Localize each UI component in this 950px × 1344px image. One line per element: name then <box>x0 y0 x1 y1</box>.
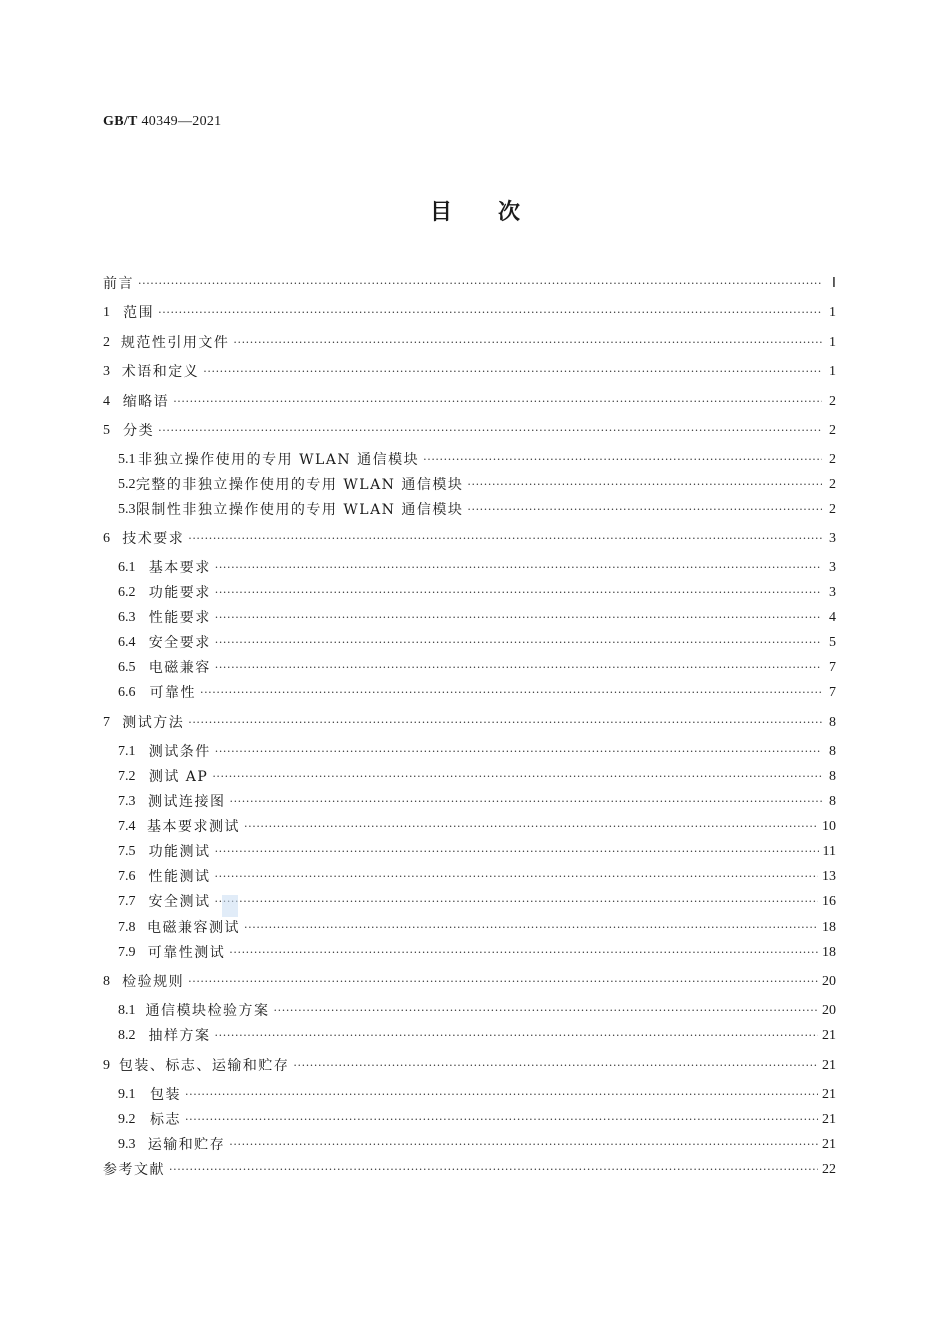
toc-entry-label: 包装、标志、运输和贮存 <box>118 1058 290 1074</box>
toc-entry-number: 6.6 <box>118 685 136 700</box>
toc-entry-number: 7.7 <box>118 894 136 909</box>
toc-dot-leader <box>188 712 822 734</box>
toc-dot-leader <box>229 942 818 964</box>
toc-dot-leader <box>423 449 822 471</box>
toc-entry-number: 6.1 <box>118 560 136 575</box>
page-title: 目次 <box>429 200 566 225</box>
toc-entry-page: 21 <box>822 1058 836 1073</box>
toc-entry[interactable] <box>118 791 836 813</box>
standard-number: 40349—2021 <box>141 114 222 129</box>
toc-entry-label: 参考文献 <box>103 1162 165 1178</box>
toc-entry-label: 测试 AP <box>148 769 209 785</box>
toc-entry-page: 16 <box>822 894 836 909</box>
toc-dot-leader <box>203 361 822 383</box>
toc-entry-page: 21 <box>822 1137 836 1152</box>
toc-dot-leader <box>244 816 818 838</box>
toc-entry-page: 18 <box>822 945 836 960</box>
toc-entry-page: 2 <box>829 423 836 438</box>
toc-entry-number: 6.3 <box>118 610 136 625</box>
toc-dot-leader <box>185 1084 818 1106</box>
toc-dot-leader <box>158 420 822 442</box>
toc-entry[interactable] <box>118 682 836 704</box>
toc-entry-page: 13 <box>822 869 836 884</box>
toc-dot-leader <box>467 499 822 521</box>
toc-entry[interactable] <box>103 361 836 383</box>
toc-dot-leader <box>215 607 822 629</box>
toc-entry[interactable] <box>103 1159 836 1181</box>
toc-dot-leader <box>244 917 818 939</box>
toc-entry-number: 6.2 <box>118 585 136 600</box>
toc-entry-number: 6 <box>103 531 110 546</box>
toc-entry[interactable] <box>103 971 836 993</box>
toc-dot-leader <box>138 273 822 295</box>
toc-dot-leader <box>215 841 819 863</box>
toc-dot-leader <box>215 657 822 679</box>
toc-entry-number: 7.1 <box>118 744 136 759</box>
standard-code <box>103 114 221 130</box>
toc-entry-number: 9.3 <box>118 1137 136 1152</box>
toc-entry[interactable] <box>103 528 836 550</box>
toc-entry-number: 8.2 <box>118 1028 136 1043</box>
toc-entry-label: 限制性非独立操作使用的专用 WLAN 通信模块 <box>135 502 464 518</box>
toc-entry-page: 7 <box>829 685 836 700</box>
toc-entry-number: 8.1 <box>118 1003 136 1018</box>
toc-entry-number: 9.2 <box>118 1112 136 1127</box>
toc-entry-label: 可靠性测试 <box>147 945 226 961</box>
toc-entry-number: 7.9 <box>118 945 136 960</box>
toc-entry-page: 1 <box>829 364 836 379</box>
toc-dot-leader <box>188 528 822 550</box>
toc-dot-leader <box>215 891 818 913</box>
toc-entry[interactable] <box>118 866 836 888</box>
toc-entry[interactable] <box>118 499 836 521</box>
toc-dot-leader <box>467 474 822 496</box>
toc-dot-leader <box>215 741 822 763</box>
toc-entry[interactable] <box>118 841 836 863</box>
toc-entry[interactable] <box>118 607 836 629</box>
toc-entry[interactable] <box>103 332 836 354</box>
toc-entry-number: 6.4 <box>118 635 136 650</box>
toc-entry-number: 7.6 <box>118 869 136 884</box>
toc-entry-number: 5.1 <box>118 452 136 467</box>
selection-highlight <box>222 895 238 917</box>
toc-entry-label: 基本要求 <box>148 560 211 576</box>
toc-entry-label: 电磁兼容测试 <box>147 920 241 936</box>
toc-entry-label: 前言 <box>103 276 134 292</box>
toc-entry-number: 1 <box>103 305 110 320</box>
toc-entry-page: 3 <box>829 585 836 600</box>
toc-entry-label: 安全测试 <box>148 894 211 910</box>
toc-entry-label: 功能要求 <box>148 585 211 601</box>
toc-entry-page: 7 <box>829 660 836 675</box>
toc-entry[interactable] <box>118 657 836 679</box>
toc-entry[interactable] <box>118 449 836 471</box>
toc-entry-page: 2 <box>829 452 836 467</box>
toc-entry-number: 9.1 <box>118 1087 136 1102</box>
toc-dot-leader <box>274 1000 818 1022</box>
toc-entry[interactable] <box>103 391 836 413</box>
toc-entry-page: 18 <box>822 920 836 935</box>
toc-entry-label: 分类 <box>123 423 155 439</box>
toc-entry[interactable] <box>118 741 836 763</box>
toc-entry-page: 5 <box>829 635 836 650</box>
toc-entry-number: 9 <box>103 1058 110 1073</box>
toc-entry[interactable] <box>103 712 836 734</box>
toc-entry-page: 21 <box>822 1028 836 1043</box>
toc-entry[interactable] <box>118 582 836 604</box>
toc-dot-leader <box>215 632 822 654</box>
toc-entry-number: 7.3 <box>118 794 136 809</box>
toc-entry-page: 8 <box>829 715 836 730</box>
toc-entry[interactable] <box>118 816 836 838</box>
toc-entry-label: 安全要求 <box>148 635 211 651</box>
toc-entry-page: 11 <box>822 844 836 859</box>
standard-prefix: GB/T <box>103 114 138 129</box>
toc-entry-number: 4 <box>103 394 110 409</box>
toc-entry-label: 性能测试 <box>148 869 211 885</box>
toc-entry-number: 8 <box>103 974 110 989</box>
toc-entry[interactable] <box>118 632 836 654</box>
toc-entry-label: 测试方法 <box>122 715 185 731</box>
toc-entry-page: 8 <box>829 794 836 809</box>
toc-entry[interactable] <box>103 302 836 324</box>
toc-entry-page: 3 <box>829 560 836 575</box>
toc-entry-page: 2 <box>829 394 836 409</box>
toc-entry[interactable] <box>118 1134 836 1156</box>
toc-entry-page: 20 <box>822 1003 836 1018</box>
toc-entry-label: 电磁兼容 <box>148 660 211 676</box>
toc-dot-leader <box>212 766 822 788</box>
toc-entry-number: 2 <box>103 335 110 350</box>
toc-dot-leader <box>158 302 822 324</box>
toc-entry-number: 7.5 <box>118 844 136 859</box>
toc-entry-page: Ⅰ <box>831 276 836 291</box>
toc-entry[interactable] <box>118 766 836 788</box>
toc-entry-label: 检验规则 <box>122 974 185 990</box>
toc-entry-number: 5.3 <box>118 502 136 517</box>
toc-entry-label: 基本要求测试 <box>147 819 241 835</box>
toc-entry-label: 标志 <box>150 1112 182 1128</box>
toc-entry-page: 22 <box>822 1162 836 1177</box>
toc-entry-label: 性能要求 <box>148 610 211 626</box>
toc-entry-page: 2 <box>829 502 836 517</box>
toc-entry-page: 20 <box>822 974 836 989</box>
toc-entry-page: 10 <box>822 819 836 834</box>
toc-dot-leader <box>215 557 822 579</box>
toc-entry-number: 7.2 <box>118 769 136 784</box>
toc-dot-leader <box>188 971 818 993</box>
toc-entry-page: 21 <box>822 1112 836 1127</box>
toc-entry-page: 3 <box>829 531 836 546</box>
toc-entry-label: 非独立操作使用的专用 WLAN 通信模块 <box>138 452 420 468</box>
toc-entry-page: 1 <box>829 335 836 350</box>
toc-dot-leader <box>169 1159 818 1181</box>
toc-entry[interactable] <box>103 420 836 442</box>
toc-dot-leader <box>200 682 822 704</box>
toc-entry[interactable] <box>118 1000 836 1022</box>
toc-entry-number: 5.2 <box>118 477 136 492</box>
toc-entry-page: 21 <box>822 1087 836 1102</box>
toc-dot-leader <box>293 1055 818 1077</box>
toc-entry-label: 测试条件 <box>148 744 211 760</box>
toc-entry[interactable] <box>118 1084 836 1106</box>
toc-entry-label: 通信模块检验方案 <box>145 1003 270 1019</box>
toc-entry[interactable] <box>118 1109 836 1131</box>
toc-entry-label: 技术要求 <box>122 531 185 547</box>
toc-entry-number: 3 <box>103 364 110 379</box>
toc-entry-label: 可靠性 <box>149 685 196 701</box>
toc-entry[interactable] <box>118 557 836 579</box>
toc-entry-number: 7 <box>103 715 110 730</box>
toc-entry-page: 4 <box>829 610 836 625</box>
toc-entry[interactable] <box>118 917 836 939</box>
toc-entry-label: 功能测试 <box>148 844 211 860</box>
toc-dot-leader <box>185 1109 818 1131</box>
toc-entry-label: 抽样方案 <box>148 1028 211 1044</box>
toc-entry-label: 测试连接图 <box>147 794 226 810</box>
toc-dot-leader <box>215 1025 818 1047</box>
toc-dot-leader <box>215 582 822 604</box>
toc-entry-label: 包装 <box>150 1087 182 1103</box>
toc-entry[interactable] <box>103 1055 836 1077</box>
toc-dot-leader <box>229 1134 818 1156</box>
toc-entry-page: 2 <box>829 477 836 492</box>
toc-entry-label: 运输和贮存 <box>147 1137 226 1153</box>
toc-entry-label: 范围 <box>123 305 155 321</box>
toc-entry-label: 规范性引用文件 <box>120 335 230 351</box>
toc-entry-label: 缩略语 <box>122 394 170 410</box>
toc-entry[interactable] <box>118 942 836 964</box>
toc-dot-leader <box>215 866 818 888</box>
toc-entry[interactable] <box>103 273 836 295</box>
toc-entry-number: 7.8 <box>118 920 136 935</box>
toc-dot-leader <box>229 791 822 813</box>
toc-entry-label: 术语和定义 <box>121 364 200 380</box>
toc-entry-label: 完整的非独立操作使用的专用 WLAN 通信模块 <box>135 477 464 493</box>
toc-entry-page: 1 <box>829 305 836 320</box>
toc-entry-number: 7.4 <box>118 819 136 834</box>
toc-entry-number: 5 <box>103 423 110 438</box>
toc-entry-page: 8 <box>829 769 836 784</box>
toc-dot-leader <box>233 332 822 354</box>
toc-entry[interactable] <box>118 474 836 496</box>
toc-entry-number: 6.5 <box>118 660 136 675</box>
toc-dot-leader <box>173 391 822 413</box>
toc-entry-page: 8 <box>829 744 836 759</box>
toc-entry[interactable] <box>118 1025 836 1047</box>
